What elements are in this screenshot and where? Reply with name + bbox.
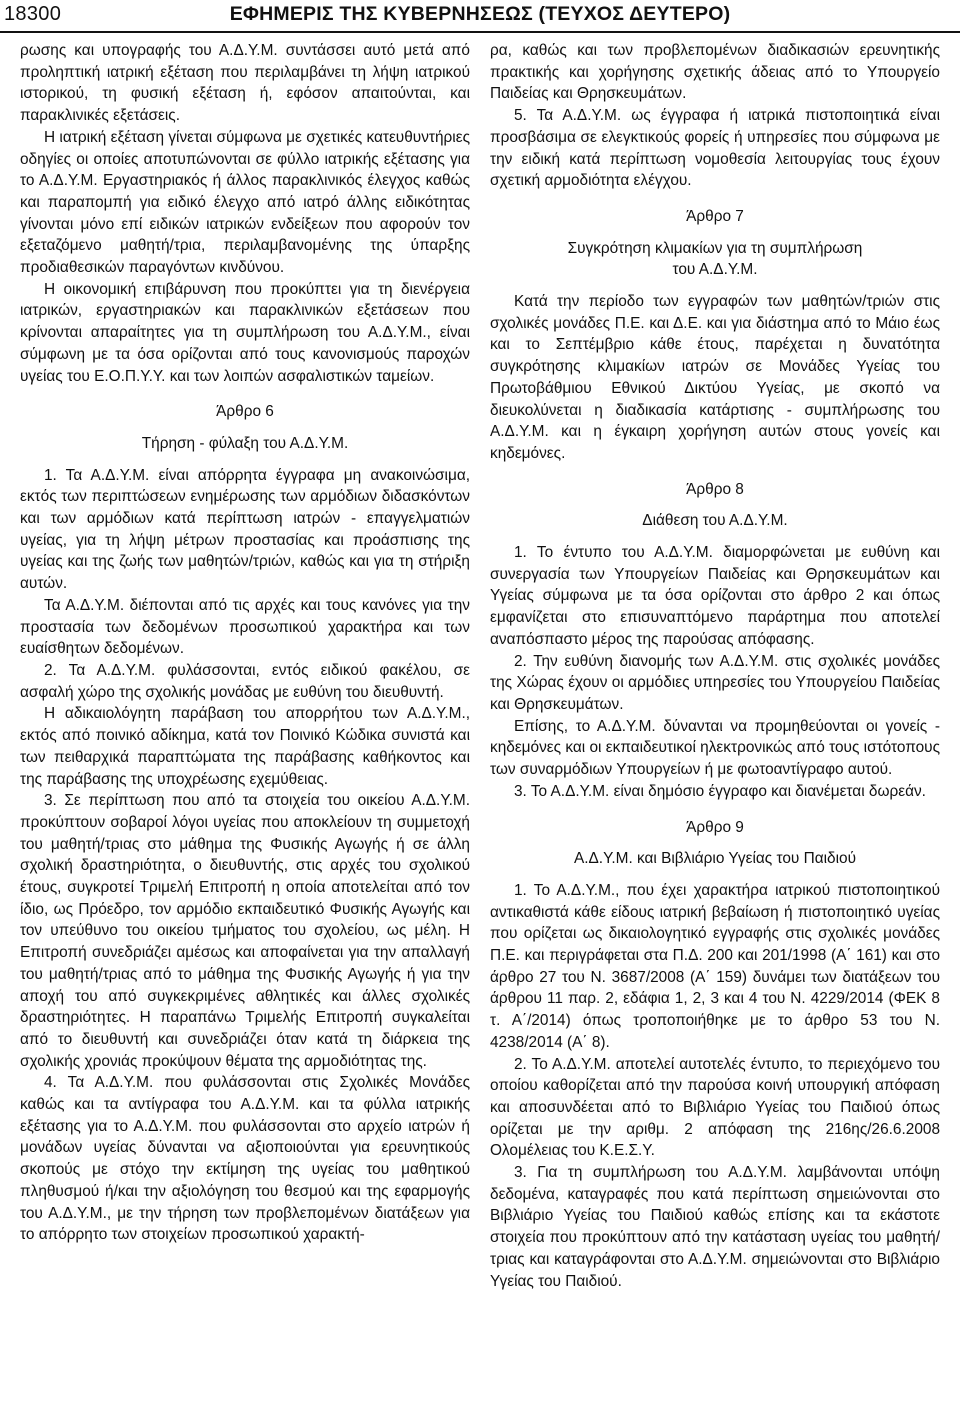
paragraph: Επίσης, το Α.Δ.Υ.Μ. δύνανται να προμηθεύονται οι γονείς - κηδεμόνες και οι εκπαιδευτικοί ηλεκτρονικώς από τους ιστότοπους των συναρμόδιων Υπουργείων ή με φωτοαντίγραφο αυτού.: [490, 717, 940, 779]
paragraph: 2. Τα Α.Δ.Υ.Μ. φυλάσσονται, εντός ειδικού φακέλου, σε ασφαλή χώρο της σχολικής μονάδας με ευθύνη του διευθυντή.: [20, 661, 470, 701]
page-number: 18300: [4, 3, 62, 25]
paragraph: ρωσης και υπογραφής του Α.Δ.Υ.Μ. συντάσσει αυτό μετά από προληπτική ιατρική εξέταση που περιλαμβάνει τη λήψη ιατρικού ιστορικού, τη φυσική εξέταση ή, εφόσον απαιτούνται, και παρακλινικές εξετάσεις.: [20, 42, 470, 125]
paragraph: 3. Σε περίπτωση που από τα στοιχεία του οικείου Α.Δ.Υ.Μ. προκύπτουν σοβαροί λόγοι υγείας που αποκλείουν τη συμμετοχή του μαθητή/τριας στο μάθημα της Φυσικής Αγωγής ή σε άλλη σχολική δραστηριότητα, ο διευθυντής, στις αρχές του σχολικού έτους, συγκροτεί Τριμελή Επιτροπή η οποία αποτελείται από τον ίδιο, ως Πρόεδρο, τον αρμόδιο εκπαιδευτικό Φυσικής Αγωγής και τον υπεύθυνο του οικείου τμήματος του σχολείου, ως μέλη. Η Επιτροπή συνεδριάζει αμέσως και αποφαίνεται για την απαλλαγή του μαθητή/τριας από το μάθημα της Φυσικής Αγωγής ή για την αποχή του από συγκεκριμένες αθλητικές και άλλες σχολικές δραστηριότητες. Η παραπάνω Τριμελής Επιτροπή συγκαλείται από το διευθυντή και συνεδριάζει όταν κατά τη διάρκεια της σχολικής χρονιάς προκύψουν θέματα της αρμοδιότητας της.: [20, 792, 470, 1070]
page-header: [0, 0, 960, 34]
header-rule: [0, 31, 960, 33]
left-column: [20, 40, 470, 1420]
right-column: [490, 40, 940, 1420]
gazette-title: ΕΦΗΜΕΡΙΣ ΤΗΣ ΚΥΒΕΡΝΗΣΕΩΣ (ΤΕΥΧΟΣ ΔΕΥΤΕΡΟ): [229, 3, 731, 25]
article-6-title: Άρθρο 6: [216, 403, 274, 421]
paragraph: 5. Τα Α.Δ.Υ.Μ. ως έγγραφα ή ιατρικά πιστοποιητικά είναι προσβάσιμα σε ελεγκτικούς φορείς ή υπηρεσίες που σύμφωνα με την ειδική κατά περίπτωση νομοθεσία λειτουργίας τους έχουν σχετική αρμοδιότητα ελέγχου.: [490, 107, 940, 190]
article-9-title: Άρθρο 9: [686, 818, 744, 836]
article-7-subtitle: Συγκρότηση κλιμακίων για τη συμπλήρωση: [567, 239, 863, 257]
paragraph: 3. Για τη συμπλήρωση του Α.Δ.Υ.Μ. λαμβάνονται υπόψη δεδομένα, καταγραφές που κατά περίπτωση σημειώνονται στο Βιβλιάριο Υγείας του Παιδιού καθώς επίσης και τα εκάστοτε στοιχεία που προκύπτουν από την κατάσταση υγείας του μαθητή/τριας και καταγράφονται στο Α.Δ.Υ.Μ. σημειώνονται στο Βιβλιάριο Υγείας του Παιδιού.: [490, 1164, 940, 1290]
paragraph: 1. Τα Α.Δ.Υ.Μ. είναι απόρρητα έγγραφα μη ανακοινώσιμα, εκτός των περιπτώσεων ενημέρωσης των αρμόδιων διδασκόντων και των αρμόδιων κατά περίπτωση ιατρών - επαγγελματιών υγείας, για τη λήψη μέτρων προστασίας και προάσπισης της υγείας και της ζωής των μαθητών/τριών, καθώς και για τη στήριξη αυτών.: [20, 466, 470, 593]
article-8-title: Άρθρο 8: [686, 480, 744, 498]
paragraph: 2. Το Α.Δ.Υ.Μ. αποτελεί αυτοτελές έντυπο, το περιεχόμενο του οποίου καθορίζεται από την παρούσα κοινή υπουργική απόφαση και αποσυνδέεται από το Βιβλιάριο Υγείας του Παιδιού όπως ορίζεται με την αριθμ. 2 απόφαση της 216ης/26.6.2008 Ολομέλειας του Κ.Ε.Σ.Υ.: [490, 1055, 940, 1160]
article-8-subtitle: Διάθεση του Α.Δ.Υ.Μ.: [642, 512, 788, 530]
paragraph: 2. Την ευθύνη διανομής των Α.Δ.Υ.Μ. στις σχολικές μονάδες της Χώρας έχουν οι αρμόδιες υπηρεσίες του Υπουργείου Παιδείας και Θρησκευμάτων.: [490, 652, 940, 713]
article-6-subtitle: Τήρηση - φύλαξη του Α.Δ.Υ.Μ.: [141, 434, 349, 452]
paragraph: Η ιατρική εξέταση γίνεται σύμφωνα με σχετικές κατευθυντήριες οδηγίες οι οποίες αποτυπώνονται σε φύλλο ιατρικής εξέτασης για το Α.Δ.Υ.Μ. Εργαστηριακός ή άλλος παρακλινικός έλεγχος καθώς και παραπομπή για ειδικό έλεγχο από ιατρό άλλης ειδικότητας γίνονται μόνο επί ειδικών ιατρικών ενδείξεων που αφορούν τον εξεταζόμενο μαθητή/τρια, περιλαμβανομένης της ύπαρξης προδιαθεσικών παραγόντων κινδύνου.: [20, 128, 470, 277]
paragraph: 1. Το Α.Δ.Υ.Μ., που έχει χαρακτήρα ιατρικού πιστοποιητικού αντικαθιστά κάθε είδους ιατρική βεβαίωση ή πιστοποιητικό υγείας που ορίζεται ως δικαιολογητικό εγγραφής στις σχολικές μονάδες Π.Ε. και περιγράφεται στα Π.Δ. 200 και 201/1998 (Α΄ 161) και στο άρθρο 27 του Ν. 3687/2008 (Α΄ 159) δυνάμει των διατάξεων του άρθρου 11 παρ. 2, εδάφια 1, 2, 3 και 4 του Ν. 4229/2014 (ΦΕΚ 8 τ. Α΄/2014) όπως τροποποιήθηκε με το άρθρο 53 του Ν. 4238/2014 (Α΄ 8).: [490, 881, 940, 1051]
paragraph: Κατά την περίοδο των εγγραφών των μαθητών/τριών στις σχολικές μονάδες Π.Ε. και Δ.Ε. και για διάστημα από το Μάιο έως και το Σεπτέμβριο κάθε έτους, παρέχεται η δυνατότητα συγκρότησης κλιμακίων ιατρών σε Μονάδες Υγείας του Πρωτοβάθμιου Εθνικού Δικτύου Υγείας, με σκοπό να διευκολύνεται η διαδικασία κατάρτισης - συμπλήρωσης του Α.Δ.Υ.Μ. και η έγκαιρη χορήγηση αυτών στους γονείς και κηδεμόνες.: [490, 293, 940, 462]
article-7-subtitle-line2: του Α.Δ.Υ.Μ.: [672, 261, 758, 279]
article-9-subtitle: Α.Δ.Υ.Μ. και Βιβλιάριο Υγείας του Παιδιού: [573, 850, 857, 868]
paragraph: Η οικονομική επιβάρυνση που προκύπτει για τη διενέργεια ιατρικών, εργαστηριακών και παρακλινικών εξετάσεων που κρίνονται απαραίτητες για τη συμπλήρωση του Α.Δ.Υ.Μ., είναι σύμφωνη με τα όσα ορίζονται από τους κανονισμούς παροχών υγείας του Ε.Ο.Π.Υ.Υ. και των λοιπών ασφαλιστικών ταμείων.: [20, 280, 470, 385]
article-7-title: Άρθρο 7: [686, 207, 744, 225]
paragraph: Η αδικαιολόγητη παράβαση του απορρήτου των Α.Δ.Υ.Μ., εκτός από ποινικό αδίκημα, κατά τον Ποινικό Κώδικα συνιστά και των πειθαρχικά παραπτώματα της παράβασης καθήκοντος και της παράβασης της υποχρέωσης εχεμύθειας.: [20, 705, 470, 788]
paragraph: 4. Τα Α.Δ.Υ.Μ. που φυλάσσονται στις Σχολικές Μονάδες καθώς και τα αντίγραφα του Α.Δ.Υ.Μ. και τα φύλλα ιατρικής εξέτασης για το Α.Δ.Υ.Μ. που φυλάσσονται στο αρχείο ιατρών ή μονάδων υγείας δύνανται να αξιοποιούνται για ερευνητικούς σκοπούς με στόχο την εκτίμηση της υγείας του μαθητικού πληθυσμού ή/και την αξιολόγηση του θεσμού και της εφαρμογής του Α.Δ.Υ.Μ., με την τήρηση των προβλεπομένων διατάξεων για το απόρρητο των στοιχείων προσωπικού χαρακτή-: [20, 1074, 470, 1244]
paragraph: ρα, καθώς και των προβλεπομένων διαδικασιών ερευνητικής πρακτικής και χορήγησης σχετικής άδειας από το Υπουργείο Παιδείας και Θρησκευμάτων.: [490, 42, 940, 103]
paragraph: Τα Α.Δ.Υ.Μ. διέπονται από τις αρχές και τους κανόνες για την προστασία των δεδομένων προσωπικού χαρακτήρα και των ευαίσθητων δεδομένων.: [20, 596, 470, 658]
paragraph: 1. Το έντυπο του Α.Δ.Υ.Μ. διαμορφώνεται με ευθύνη και συνεργασία των Υπουργείων Παιδείας και Θρησκευμάτων και Υγείας σύμφωνα με τα όσα ορίζονται στο άρθρο 2 και όπως εμφανίζεται στο επισυναπτόμενο παράρτημα που αποτελεί αναπόσπαστο μέρος της παρούσας απόφασης.: [490, 544, 940, 648]
paragraph: 3. Το Α.Δ.Υ.Μ. είναι δημόσιο έγγραφο και διανέμεται δωρεάν.: [514, 782, 926, 800]
